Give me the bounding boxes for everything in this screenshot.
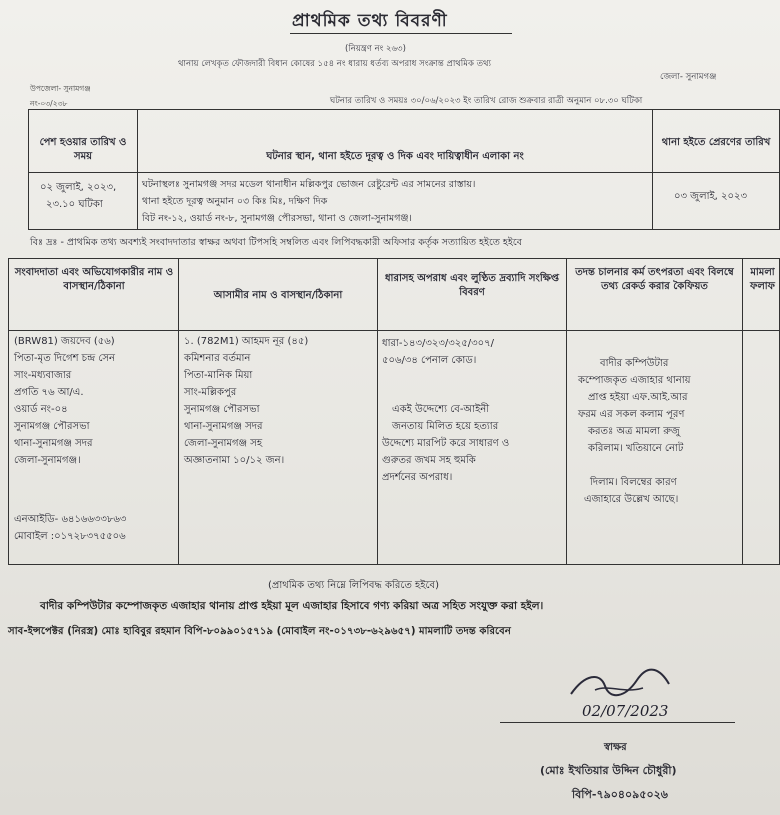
informant-line: সুনামগঞ্জ পৌরসভা xyxy=(14,421,90,432)
investigation-line: কম্পোজকৃত এজাহার থানায় xyxy=(578,375,691,386)
informant-line: প্রগতি ৭৬ আ/এ. xyxy=(14,387,84,398)
accused-line: সাং-মল্লিকপুর xyxy=(184,387,237,398)
signature-date: 02/07/2023 xyxy=(582,702,669,720)
incident-place-line: বিট নং-১২, ওয়ার্ড নং-৮, সুনামগঞ্জ পৌরসভা, থানা ও জেলা-সুনামগঞ্জ। xyxy=(142,213,412,224)
upazila-label: উপজেলা- সুনামগঞ্জ xyxy=(30,84,91,93)
header-sent-date: থানা হইতে প্রেরণের তারিখ xyxy=(661,137,771,148)
incident-place-line: থানা হইতে দূরত্ব অনুমান ০৩ কিঃ মিঃ, দক্ষিণ দিক xyxy=(142,196,328,207)
investigation-line: ফরম এর সকল কলাম পূরণ xyxy=(578,409,685,420)
investigation-line: করিলাম। খতিয়ানে নোট xyxy=(588,443,684,454)
offense-line: জনতায় মিলিত হয়ে হত্যার xyxy=(392,421,499,432)
investigation-line: বাদীর কম্পিউটার xyxy=(600,358,669,369)
informant-line: পিতা-মৃত দিগেশ চন্দ্র সেন xyxy=(14,353,115,364)
footer-line-1: বাদীর কম্পিউটার কম্পোজকৃত এজাহার থানায় প্রাপ্ত হইয়া মূল এজাহার হিসাবে গণ্য করিয়া অত্র সহিত সংযুক্ত করা হইল। xyxy=(40,600,544,612)
header-informant: সংবাদদাতা এবং অভিযোগকারীর নাম ও বাসস্থান/ঠিকানা xyxy=(14,267,174,292)
accused-line: সুনামগঞ্জ পৌরসভা xyxy=(184,404,260,415)
header-submission-date: পেশ হওয়ার তারিখ ও সময় xyxy=(39,137,127,162)
informant-line: (BRW81) জয়দেব (৫৬) xyxy=(14,336,115,347)
sent-date: ০৩ জুলাই, ২০২৩ xyxy=(674,191,748,202)
signature-label: স্বাক্ষর xyxy=(604,742,627,753)
investigation-line: করতঃ অত্র মামলা রুজু xyxy=(588,426,680,437)
accused-line: পিতা-মানিক মিয়া xyxy=(184,370,253,381)
accused-line: থানা-সুনামগঞ্জ সদর xyxy=(184,421,263,432)
document-subtitle: থানায় লেখকৃত ফৌজদারী বিধান কোষের ১৫৪ নং ধারায় ধর্তব্য অপরাধ সংক্রান্ত প্রাথমিক তথ্য xyxy=(178,59,491,69)
incident-date-line: ঘটনার তারিখ ও সময়ঃ ৩০/০৬/২০২৩ ইং তারিখ রোজ শুক্রবার রাত্রী অনুমান ০৮.৩০ ঘটিকা xyxy=(330,96,643,106)
accused-line: ১. (782M1) আহমদ নূর (৪৫) xyxy=(184,336,309,347)
signature-line xyxy=(500,722,735,723)
officer-name: (মোঃ ইখতিয়ার উদ্দিন চৌধুরী) xyxy=(540,764,677,777)
header-incident-place: ঘটনার স্থান, থানা হইতে দূরত্ব ও দিক এবং দায়িত্বাধীন এলাকা নং xyxy=(266,151,524,162)
signature-scribble-icon xyxy=(565,664,675,704)
offense-line: গুরুতর জখম সহ হুমকি xyxy=(382,455,476,466)
header-investigation: তদন্ত চালনার কর্ম তৎপরতা এবং বিলম্বে তথ্য রেকর্ড করার কৈফিয়ত xyxy=(575,267,734,292)
header-offense: ধারাসহ অপরাধ এবং লুণ্ঠিত দ্রব্যাদি সংক্ষিপ্ত বিবরণ xyxy=(384,273,560,298)
investigation-line: প্রাপ্ত হইয়া এফ.আই.আর xyxy=(588,392,688,403)
header-accused: আসামীর নাম ও বাসস্থান/ঠিকানা xyxy=(213,290,343,301)
offense-line: উদ্দেশ্যে মারপিট করে সাধারণ ও xyxy=(382,438,510,449)
offense-line: একই উদ্দেশ্যে বে-আইনী xyxy=(392,404,490,415)
offense-line: ধারা-১৪৩/৩২৩/৩২৫/৩০৭/ xyxy=(382,338,494,349)
offense-line: প্রদর্শনের অপরাধ। xyxy=(382,472,453,483)
submission-time: ২৩.১০ ঘটিকা xyxy=(46,199,103,210)
informant-line: জেলা-সুনামগঞ্জ। xyxy=(14,455,81,466)
submission-date: ০২ জুলাই, ২০২৩, xyxy=(40,182,117,193)
informant-line: সাং-মধ্যবাজার xyxy=(14,370,72,381)
accused-line: অজ্ঞাতনামা ১০/১২ জন। xyxy=(184,455,285,466)
informant-line: থানা-সুনামগঞ্জ সদর xyxy=(14,438,93,449)
case-number: নং-০৩/২৩৮ xyxy=(30,99,68,108)
footer-note: (প্রাথমিক তথ্য নিম্নে লিপিবদ্ধ করিতে হইবে) xyxy=(268,580,439,591)
informant-mobile: মোবাইল :০১৭২৮৩৭৫৫০৬ xyxy=(14,531,126,542)
informant-nid: এনআইডি- ৬৪১৬৬৩৩৮৬৩ xyxy=(14,514,127,525)
attestation-note: বিঃ দ্রঃ - প্রাথমিক তথ্য অবশ্যই সংবাদদাতার স্বাক্ষর অথবা টিপসহি সম্বলিত এবং লিপিবদ্ধকারী অফিসার কর্তৃক সত্যায়িত হইতে হইবে xyxy=(30,237,522,248)
district-label: জেলা- সুনামগঞ্জ xyxy=(660,72,717,82)
title-underline xyxy=(290,33,512,34)
officer-bp-number: বিপি-৭৯০৪০৯৫০২৬ xyxy=(572,788,668,801)
header-case-result: মামলা ফলাফ xyxy=(750,267,775,292)
accused-line: কমিশনার বর্তমান xyxy=(184,353,251,364)
informant-line: ওয়ার্ড নং-০৪ xyxy=(14,404,68,415)
investigation-line: এজাহারে উল্লেখ আছে। xyxy=(584,494,679,505)
footer-line-2: সাব-ইন্সপেক্টর (নিরস্ত্র) মোঃ হাবিবুর রহমান বিপি-৮০৯৯০১৫৭১৯ (মোবাইল নং-০১৭৩৮-৬২৯৬৫৭) মামলাটি তদন্ত করিবেন xyxy=(8,626,511,637)
investigation-line: দিলাম। বিলম্বের কারণ xyxy=(590,477,677,488)
incident-place-line: ঘটনাস্থলঃ সুনামগঞ্জ সদর মডেল থানাধীন মল্লিকপুর ভোজন রেষ্টুরেন্ট এর সামনের রাস্তায়। xyxy=(142,179,476,190)
document-title: প্রাথমিক তথ্য বিবরণী xyxy=(292,11,448,31)
form-number: (নিয়ন্ত্রণ নং ২৬৩) xyxy=(345,44,406,54)
offense-line: ৫০৬/৩৪ পেনাল কোড। xyxy=(382,355,477,366)
accused-line: জেলা-সুনামগঞ্জ সহ xyxy=(184,438,263,449)
